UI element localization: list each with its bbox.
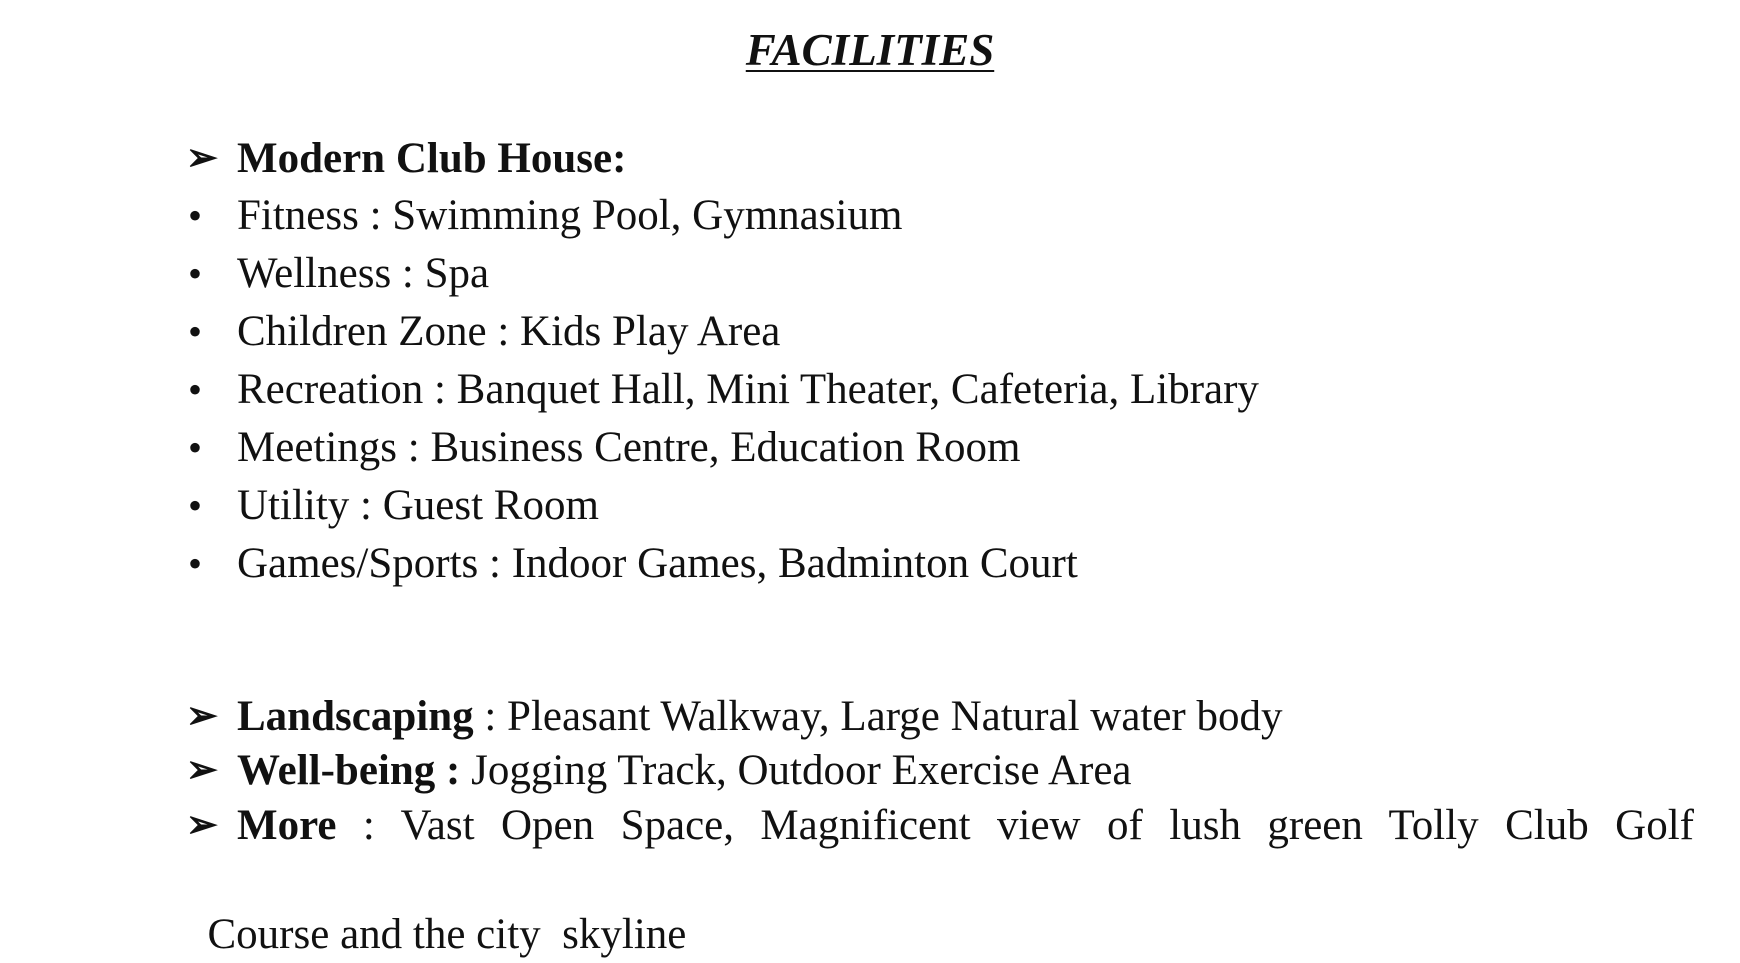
arrowhead-bullet-icon: ➢ [186, 137, 218, 179]
list-item-text: Fitness : Swimming Pool, Gymnasium [237, 192, 903, 239]
list-item [186, 362, 1259, 418]
round-bullet-icon: • [188, 193, 203, 238]
round-bullet-icon: • [188, 483, 203, 528]
round-bullet-icon: • [188, 367, 203, 412]
round-bullet-icon: • [188, 541, 203, 586]
list-item-text: Meetings : Business Centre, Education Room [237, 424, 1021, 471]
well-being-line [186, 742, 1132, 799]
arrowhead-bullet-icon: ➢ [186, 804, 218, 846]
round-bullet-icon: • [188, 425, 203, 470]
more-text-line1: : Vast Open Space, Magnificent view of lush green Tolly Club Golf [336, 802, 1694, 849]
list-item [186, 246, 489, 302]
list-item [186, 478, 599, 534]
landscaping-label: Landscaping [237, 693, 474, 740]
more-continuation-line [186, 851, 686, 963]
list-item-text: Recreation : Banquet Hall, Mini Theater, Cafeteria, Library [237, 366, 1259, 413]
list-item-text: Games/Sports : Indoor Games, Badminton Court [237, 540, 1078, 587]
club-house-heading-line [186, 130, 626, 187]
list-item-text: Wellness : Spa [237, 250, 490, 297]
more-text-line2: Course and the city skyline [207, 911, 687, 958]
list-item-text: Children Zone : Kids Play Area [237, 308, 781, 355]
well-being-text: Jogging Track, Outdoor Exercise Area [460, 747, 1132, 794]
list-item [186, 304, 780, 360]
list-item-text: Utility : Guest Room [237, 482, 599, 529]
page-title: FACILITIES [745, 25, 995, 75]
list-item [186, 420, 1020, 476]
more-line [186, 797, 1694, 854]
landscaping-text: : Pleasant Walkway, Large Natural water body [473, 693, 1283, 740]
arrowhead-bullet-icon: ➢ [186, 695, 218, 737]
list-item [186, 188, 902, 244]
list-item [186, 536, 1078, 592]
round-bullet-icon: • [188, 251, 203, 296]
club-house-heading: Modern Club House: [237, 135, 627, 182]
landscaping-line [186, 688, 1283, 745]
round-bullet-icon: • [188, 309, 203, 354]
well-being-label: Well-being : [237, 747, 461, 794]
arrowhead-bullet-icon: ➢ [186, 749, 218, 791]
more-label: More [237, 802, 337, 849]
